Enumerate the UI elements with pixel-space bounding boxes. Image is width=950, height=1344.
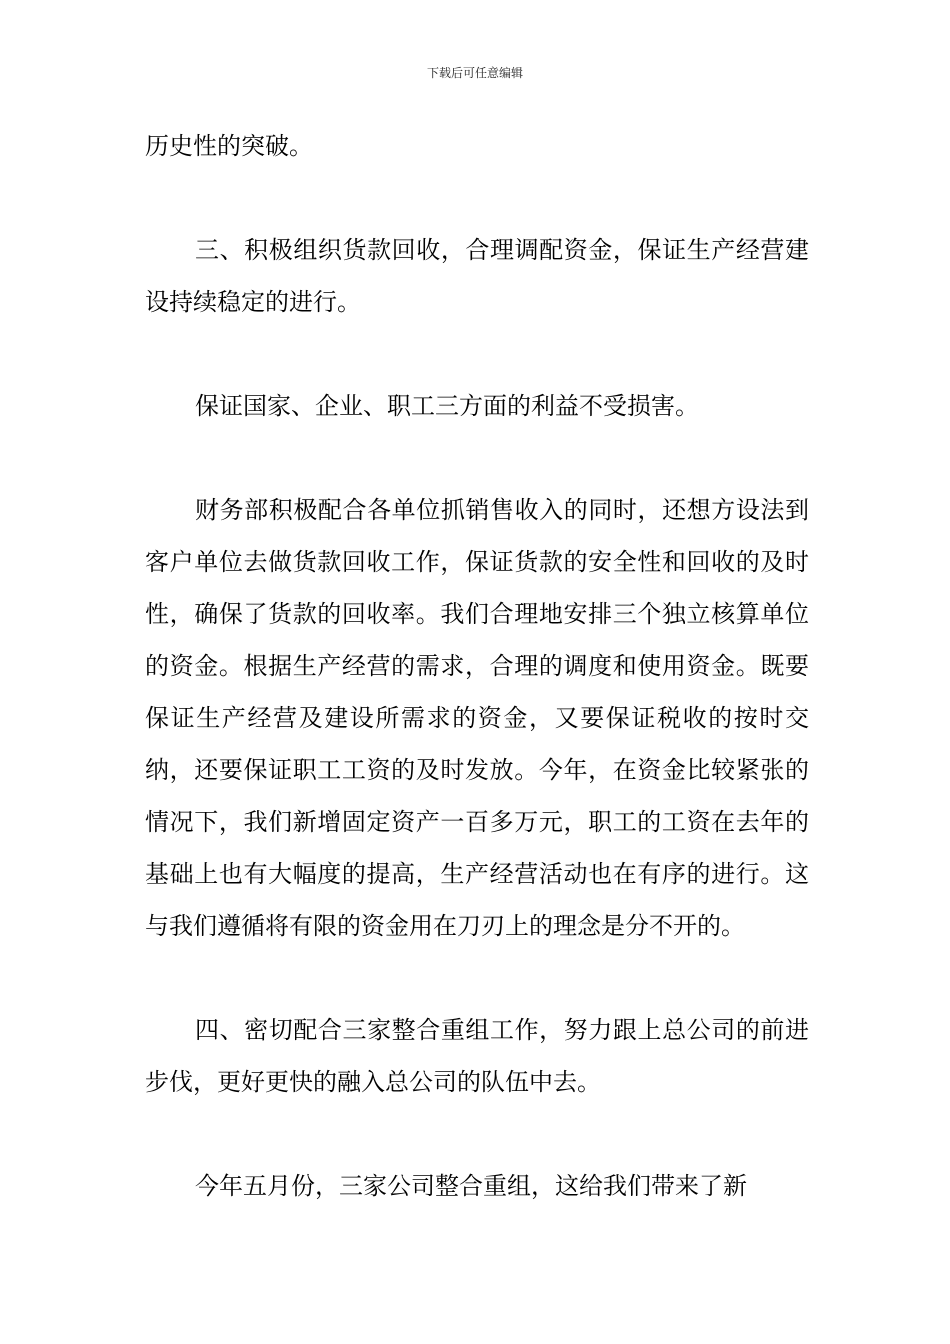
document-body	[145, 120, 809, 1212]
section-heading-four: 四、密切配合三家整合重组工作，努力跟上总公司的前进步伐，更好更快的融入总公司的队伍中去。	[145, 1016, 809, 1096]
paragraph-gap	[145, 172, 809, 224]
paragraph-gap	[145, 328, 809, 380]
section-heading-three: 三、积极组织货款回收，合理调配资金，保证生产经营建设持续稳定的进行。	[145, 236, 809, 316]
paragraph-gap	[145, 952, 809, 1004]
paragraph-finance-department: 财务部积极配合各单位抓销售收入的同时，还想方设法到客户单位去做货款回收工作，保证货款的安全性和回收的及时性，确保了货款的回收率。我们合理地安排三个独立核算单位的资金。根据生产经营的需求，合理的调度和使用资金。既要保证生产经营及建设所需求的资金，又要保证税收的按时交纳，还要保证职工工资的及时发放。今年，在资金比较紧张的情况下，我们新增固定资产一百多万元，职工的工资在去年的基础上也有大幅度的提高，生产经营活动也在有序的进行。这与我们遵循将有限的资金用在刀刃上的理念是分不开的。	[145, 496, 809, 940]
page-header: 下载后可任意编辑	[426, 66, 523, 80]
paragraph-gap	[145, 1108, 809, 1160]
paragraph-gap	[145, 432, 809, 484]
paragraph-may-reorganization: 今年五月份，三家公司整合重组，这给我们带来了新	[195, 1172, 747, 1200]
paragraph-continuation: 历史性的突破。	[145, 132, 313, 160]
paragraph-interests: 保证国家、企业、职工三方面的利益不受损害。	[195, 392, 699, 420]
